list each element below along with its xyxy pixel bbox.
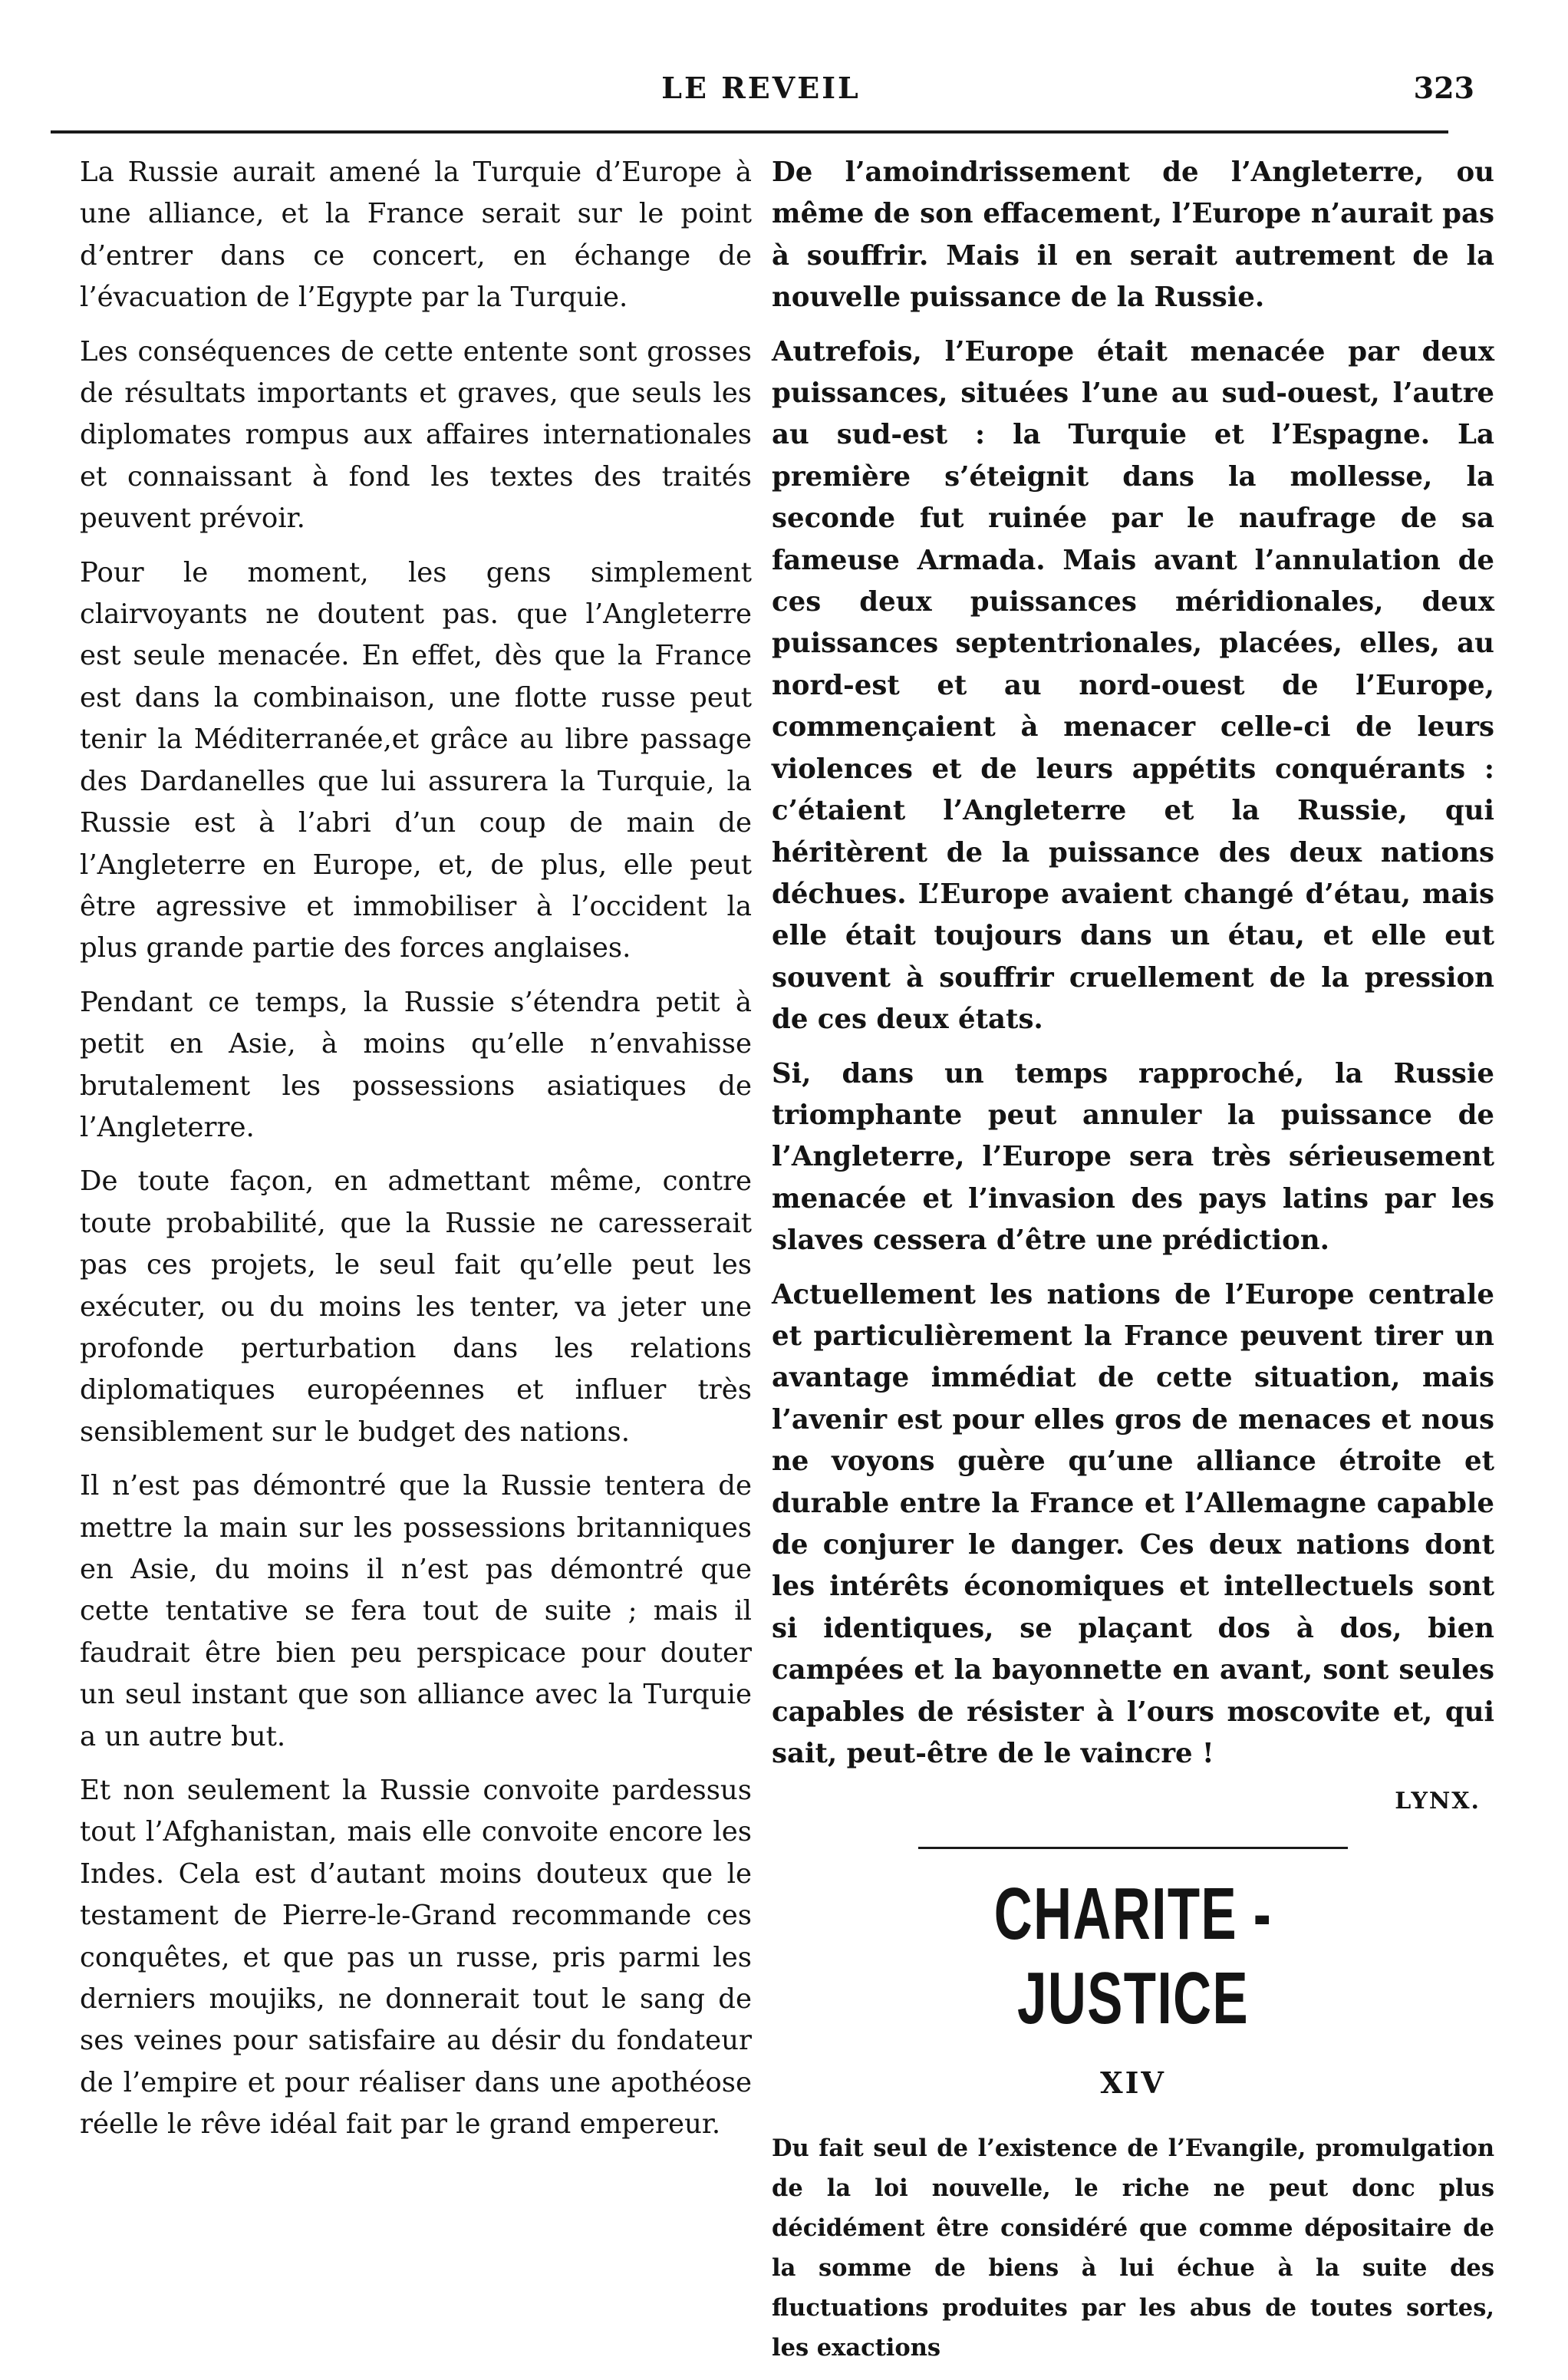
running-header xyxy=(48,71,1474,117)
section-body: Du fait seul de l’existence de l’Evangile, promulgation de la loi nouvelle, le riche ne peut donc plus décidément être considéré que comme dépositaire de la somme de biens à lui échue à la suite des fluctuations produites par les abus de toutes sortes, les exactions xyxy=(772,2134,1494,2362)
section-divider xyxy=(918,1847,1348,1849)
journal-title: LE REVEIL xyxy=(661,71,861,105)
page-number: 323 xyxy=(1413,71,1474,105)
left-paragraph: La Russie aurait amené la Turquie d’Europe à une alliance, et la France serait sur le point d’entrer dans ce concert, en échange de l’évacuation de l’Egypte par la Turquie. xyxy=(80,157,752,314)
left-paragraph: Pendant ce temps, la Russie s’étendra petit à petit en Asie, à moins qu’elle n’envahisse brutalement les possessions asiatiques de l’Angleterre. xyxy=(80,986,752,1143)
right-paragraph: Autrefois, l’Europe était menacée par deux puissances, situées l’une au sud-ouest, l’autre au sud-est : la Turquie et l’Espagne. La première s’éteignit dans la mollesse, la seconde fut ruinée par le naufrage de sa fameuse Armada. Mais avant l’annulation de ces deux puissances méridionales, deux puissances septentrionales, placées, elles, au nord-est et au nord-ouest de l’Europe, commençaient à menacer celle-ci de leurs violences et de leurs appétits conquérants : c’étaient l’Angleterre et la Russie, qui héritèrent de la puissance des deux nations déchues. L’Europe avaient changé d’étau, mais elle était toujours dans un étau, et elle eut souvent à souffrir cruellement de la pression de ces deux états. xyxy=(772,335,1494,1036)
left-paragraph: Il n’est pas démontré que la Russie tentera de mettre la main sur les possessions britanniques en Asie, du moins il n’est pas démontré que cette tentative se fera tout de suite ; mais il faudrait être bien peu perspicace pour douter un seul instant que son alliance avec la Turquie a un autre but. xyxy=(80,1470,752,1752)
section-number: XIV xyxy=(1100,2065,1166,2101)
left-paragraph: Et non seulement la Russie convoite pardessus tout l’Afghanistan, mais elle convoite encore les Indes. Cela est d’autant moins douteux que le testament de Pierre-le-Grand recommande ces conquêtes, et que pas un russe, pris parmi les derniers moujiks, ne donnerait tout le sang de ses veines pour satisfaire au désir du fondateur de l’empire et pour réaliser dans une apothéose réelle le rêve idéal fait par le grand empereur. xyxy=(80,1775,752,2141)
right-paragraph: Si, dans un temps rapproché, la Russie triomphante peut annuler la puissance de l’Angleterre, l’Europe sera très sérieusement menacée et l’invasion des pays latins par les slaves cessera d’être une prédiction. xyxy=(772,1057,1494,1257)
right-column xyxy=(772,152,1494,2380)
author-signature: LYNX. xyxy=(1395,1788,1481,1815)
header-rule-left xyxy=(51,130,753,134)
right-paragraph: Actuellement les nations de l’Europe centrale et particulièrement la France peuvent tirer un avantage immédiat de cette situation, mais l’avenir est pour elles gros de menaces et nous ne voyons guère qu’une alliance étroite et durable entre la France et l’Allemagne capable de conjurer le danger. Ces deux nations dont les intérêts économiques et intellectuels sont si identiques, se plaçant dos à dos, bien campées et la bayonnette en avant, sont seules capables de résister à l’ours moscovite et, qui sait, peut-être de le vaincre ! xyxy=(772,1278,1494,1770)
left-column xyxy=(80,152,752,2158)
left-paragraph: Pour le moment, les gens simplement clairvoyants ne doutent pas. que l’Angleterre est seule menacée. En effet, dès que la France est dans la combinaison, une flotte russe peut tenir la Méditerranée,et grâce au libre passage des Dardanelles que lui assurera la Turquie, la Russie est à l’abri d’un coup de main de l’Angleterre en Europe, et, de plus, elle peut être agressive et immobiliser à l’occident la plus grande partie des forces anglaises. xyxy=(80,556,752,964)
section-title: CHARITE - JUSTICE xyxy=(993,1873,1273,2040)
left-paragraph: Les conséquences de cette entente sont grosses de résultats importants et graves, que seuls les diplomates rompus aux affaires internationales et connaissant à fond les textes des traités peuvent prévoir. xyxy=(80,335,752,535)
header-rule-right xyxy=(753,130,1448,134)
right-paragraph: De l’amoindrissement de l’Angleterre, ou même de son effacement, l’Europe n’aurait pas à souffrir. Mais il en serait autrement de la nouvelle puissance de la Russie. xyxy=(772,157,1494,314)
left-paragraph: De toute façon, en admettant même, contre toute probabilité, que la Russie ne caresserait pas ces projets, le seul fait qu’elle peut les exécuter, ou du moins les tenter, va jeter une profonde perturbation dans les relations diplomatiques européennes et influer très sensiblement sur le budget des nations. xyxy=(80,1165,752,1448)
